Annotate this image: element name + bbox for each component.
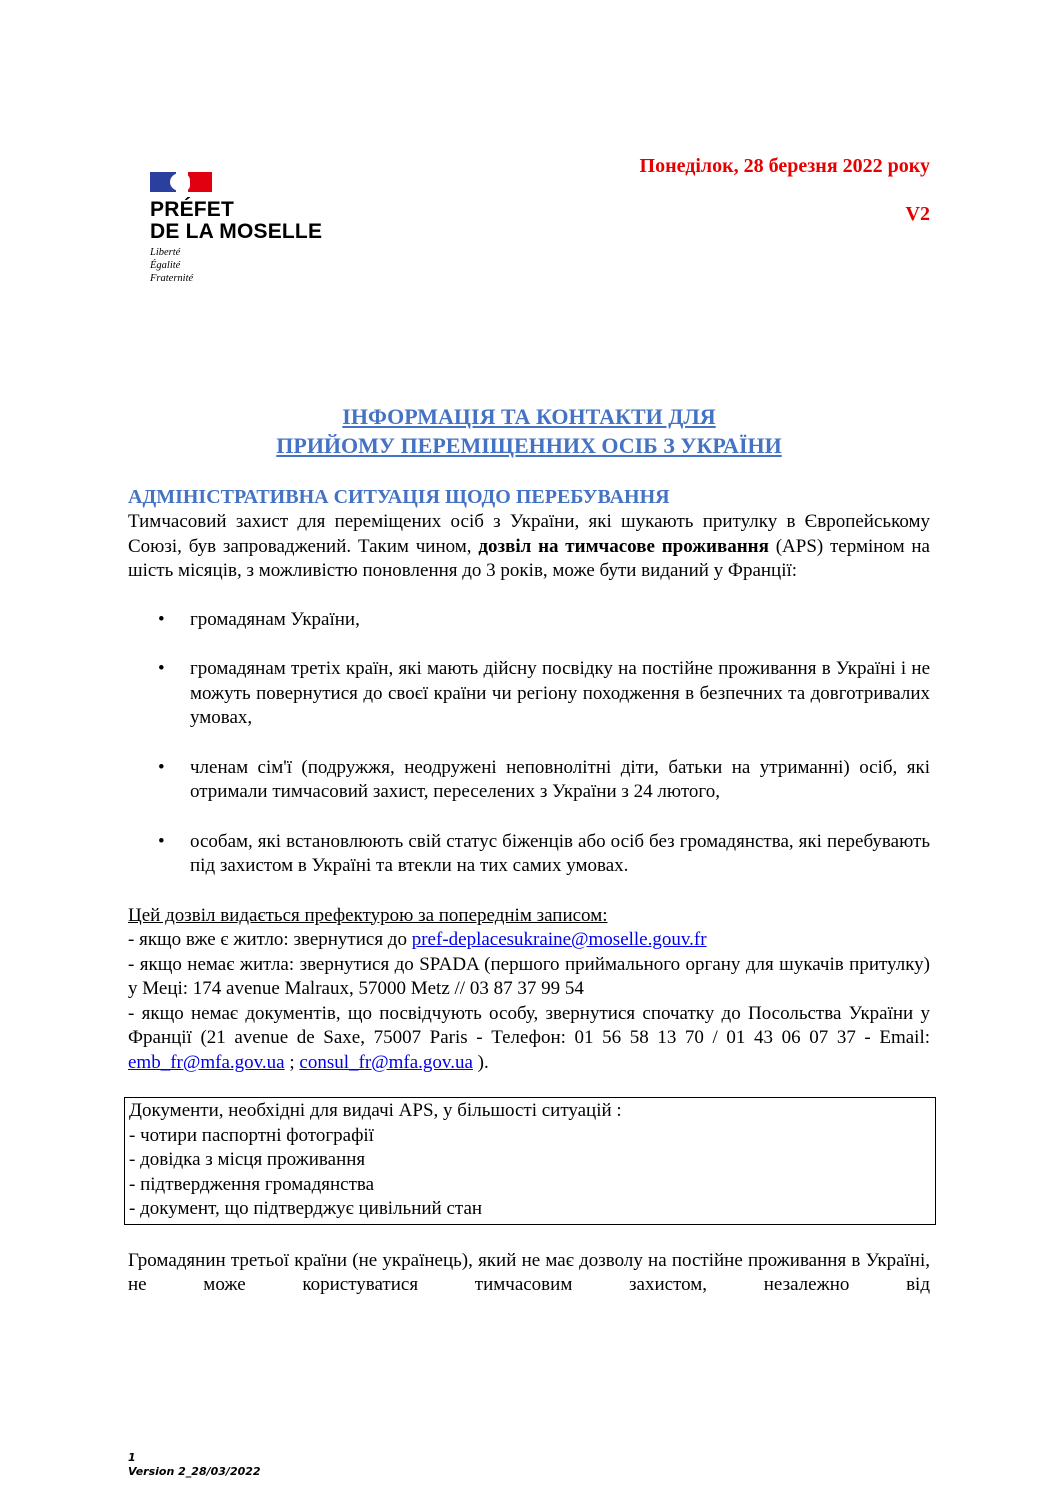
document-date: Понеділок, 28 березня 2022 року [639,155,930,177]
section-heading: АДМІНІСТРАТИВНА СИТУАЦІЯ ЩОДО ПЕРЕБУВАННЯ [128,486,670,508]
list-item: - підтвердження громадянства [129,1173,375,1195]
marianne-icon [170,173,190,191]
footer-version: Version 2_28/03/2022 [128,1465,261,1478]
prefecture-email-link[interactable]: pref-deplacesukraine@moselle.gouv.fr [411,929,707,950]
bullet-icon: • [158,658,165,679]
permit-heading: Цей дозвіл видається префектурою за попереднім записом: [128,904,608,926]
list-item: • громадянам третіх країн, які мають дійсну посвідку на постійне проживання в Україні і не можуть повернутися до своєї країни чи регіону походження в безпечних та довготривалих умовах, [158,658,930,728]
list-item: • громадянам України, [128,608,930,633]
document-version: V2 [905,203,930,225]
list-item: • особам, які встановлюють свій статус біженців або осіб без громадянства, які перебувають під захистом в Україні та втекли на тих самих умовах. [158,830,930,876]
bullet-icon: • [158,608,165,630]
bullet-icon: • [158,830,165,852]
permit-line-housing: - якщо вже є житло: звернутися до pref-deplacesukraine@moselle.gouv.fr [128,929,707,950]
bullet-icon: • [158,756,165,778]
prefecture-logo [150,172,322,285]
document-body [128,484,930,1298]
french-flag-icon [150,172,212,192]
consulate-email-link[interactable]: consul_fr@mfa.gov.ua [299,1051,473,1073]
list-item: • членам сім'ї (подружжя, неодружені неповнолітні діти, батьки на утриманні) осіб, які отримали тимчасовий захист, переселених з України з 24 лютого, [158,756,930,802]
intro-paragraph: Тимчасовий захист для переміщених осіб з України, які шукають притулку в Європейському Союзі, був запроваджений. Таким чином, дозвіл на тимчасове проживання (APS) терміном на шість місяців, з можливістю поновлення до 3 років, може бути виданий у Франції: [128,511,930,581]
republic-motto: Liberté Égalité Fraternité [150,247,194,284]
permit-line-embassy: - якщо немає документів, що посвідчують особу, звернутися спочатку до Посольства України у Франції (21 avenue de Saxe, 75007 Paris - Телефон: 01 56 58 13 70 / 01 43 06 07 37 - Email: emb_fr@mfa.gov.ua ; consul_fr@mfa.gov.ua ). [128,1002,930,1073]
closing-paragraph: Громадянин третьої країни (не українець), який не має дозволу на постійне проживання в Україні, не може користуватися тимчасовим захистом, незалежно від [128,1249,930,1295]
eligibility-list [128,608,930,879]
page-number: 1 [128,1451,136,1464]
list-item: - документ, що підтверджує цивільний стан [129,1198,483,1219]
permit-line-spada: - якщо немає житла: звернутися до SPADA (першого приймального органу для шукачів притулку) у Меці: 174 avenue Malraux, 57000 Metz // 03 87 37 99 54 [128,953,930,999]
required-documents-box [124,1097,936,1225]
embassy-email-link[interactable]: emb_fr@mfa.gov.ua [128,1051,285,1073]
logo-title: PRÉFET DE LA MOSELLE [150,198,323,243]
list-item: - довідка з місця проживання [129,1149,366,1170]
list-item: - чотири паспортні фотографії [129,1124,374,1146]
document-title: ІНФОРМАЦІЯ ТА КОНТАКТИ ДЛЯ ПРИЙОМУ ПЕРЕМІЩЕННИХ ОСІБ З УКРАЇНИ [276,404,782,458]
permit-section [128,904,930,1076]
documents-heading: Документи, необхідні для видачі APS, у більшості ситуацій : [129,1100,622,1121]
